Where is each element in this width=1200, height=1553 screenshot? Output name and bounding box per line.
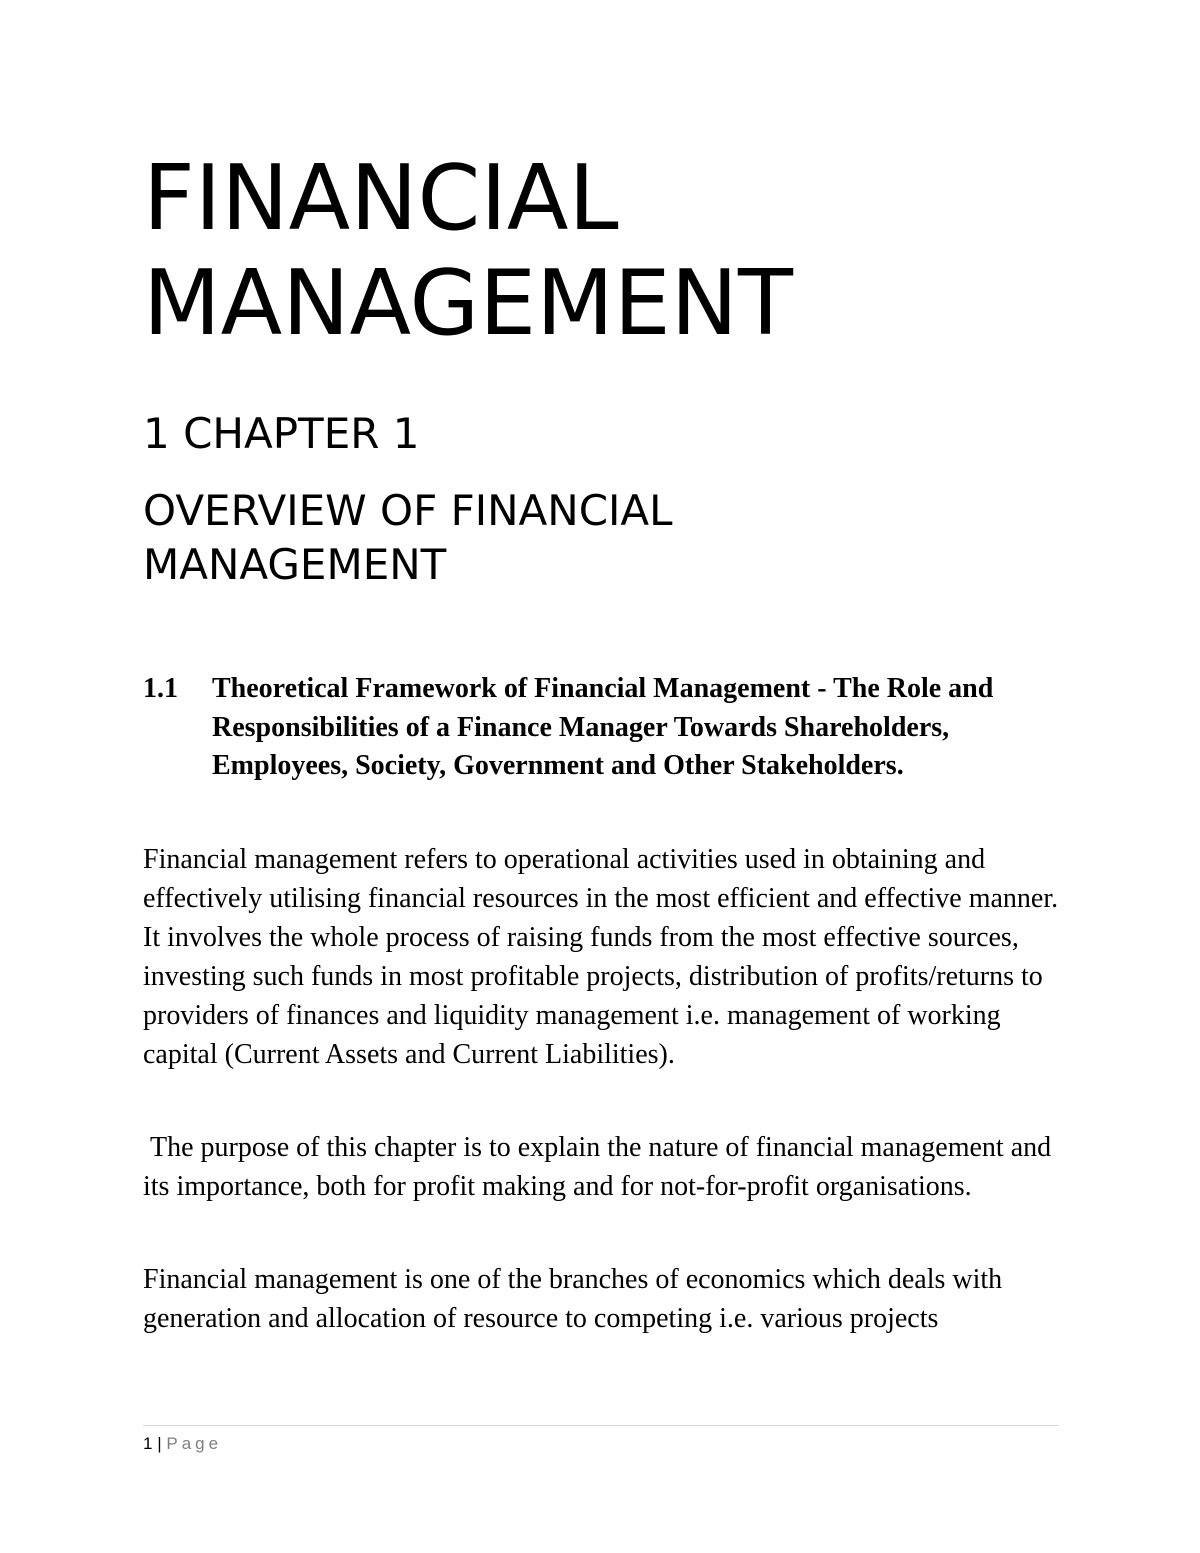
chapter-subtitle-line-1: OVERVIEW OF FINANCIAL xyxy=(143,486,673,535)
footer-separator: | xyxy=(157,1434,162,1453)
chapter-subtitle-line-2: MANAGEMENT xyxy=(143,540,447,589)
chapter-heading: 1 CHAPTER 1 xyxy=(143,409,420,458)
paragraph-definition: Financial management refers to operational activities used in obtaining and effectively utilising financial resources in the most efficient and effective manner. It involves the whole process of raising funds from the most effective sources, investing such funds in most profitable projects, distribution of profits/returns to providers of finances and liquidity management i.e. management of working capital (Current Assets and Current Liabilities). xyxy=(143,844,1059,1070)
footer-page-number: 1 xyxy=(143,1434,153,1453)
section-title: Theoretical Framework of Financial Management - The Role and Responsibilities of a Finance Manager Towards Shareholders, Employees, Society, Government and Other Stakeholders. xyxy=(212,673,994,781)
document-title xyxy=(143,146,1103,356)
document-title-line-1: FINANCIAL xyxy=(143,146,619,251)
chapter-subtitle xyxy=(143,484,1043,592)
paragraph-purpose: The purpose of this chapter is to explain the nature of financial management and its importance, both for profit making and for not-for-profit organisations. xyxy=(143,1132,1059,1202)
page-footer xyxy=(143,1433,222,1455)
section-number: 1.1 xyxy=(143,673,178,704)
document-title-line-2: MANAGEMENT xyxy=(143,251,793,356)
footer-page-label: Page xyxy=(166,1434,223,1453)
footer-divider xyxy=(143,1425,1059,1426)
paragraph-economics: Financial management is one of the branches of economics which deals with generation and allocation of resource to competing i.e. various projects xyxy=(143,1264,1003,1334)
